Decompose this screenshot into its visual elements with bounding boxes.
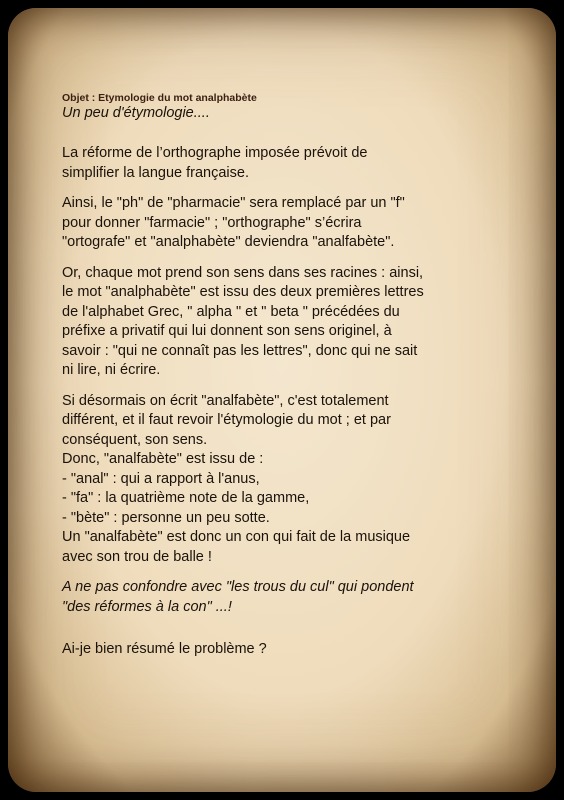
subject-line: Objet : Etymologie du mot analphabète xyxy=(62,92,257,104)
paragraph-closing-question: Ai-je bien résumé le problème ? xyxy=(62,641,267,657)
document-heading: Un peu d'étymologie.... xyxy=(62,105,210,121)
paragraph-do-not-confuse: A ne pas confondre avec "les trous du cul" qui pondent "des réformes à la con" ...! xyxy=(62,579,414,615)
paragraph-new-meaning: Si désormais on écrit "analfabète", c'est totalement différent, et il faut revoir l'étymologie du mot ; et par conséquent, son sens. Donc, "analfabète" est issu de : - "anal" : qui a rapport à l'anus, - "fa" : la quatrième note de la gamme, - "bète" : personne un peu sotte. Un "analfabète" est donc un con qui fait de la musique avec son trou de balle ! xyxy=(62,392,411,565)
paragraph-etymology: Or, chaque mot prend son sens dans ses racines : ainsi, le mot "analphabète" est issu des deux premières lettres de l'alphabet Grec, " alpha " et " beta " précédées du préfixe a privatif qui lui donnent son sens originel, à savoir : "qui ne connaît pas les lettres", donc qui ne sait ni lire, ni écrire. xyxy=(62,264,424,378)
paragraph-reform: La réforme de l’orthographe imposée prévoit de simplifier la langue française. xyxy=(62,145,368,181)
document-body xyxy=(62,92,462,660)
paragraph-ph-replacement: Ainsi, le "ph" de "pharmacie" sera remplacé par un "f" pour donner "farmacie" ; "orthographe" s’écrira "ortografe" et "analphabète" deviendra "analfabète". xyxy=(62,195,405,250)
